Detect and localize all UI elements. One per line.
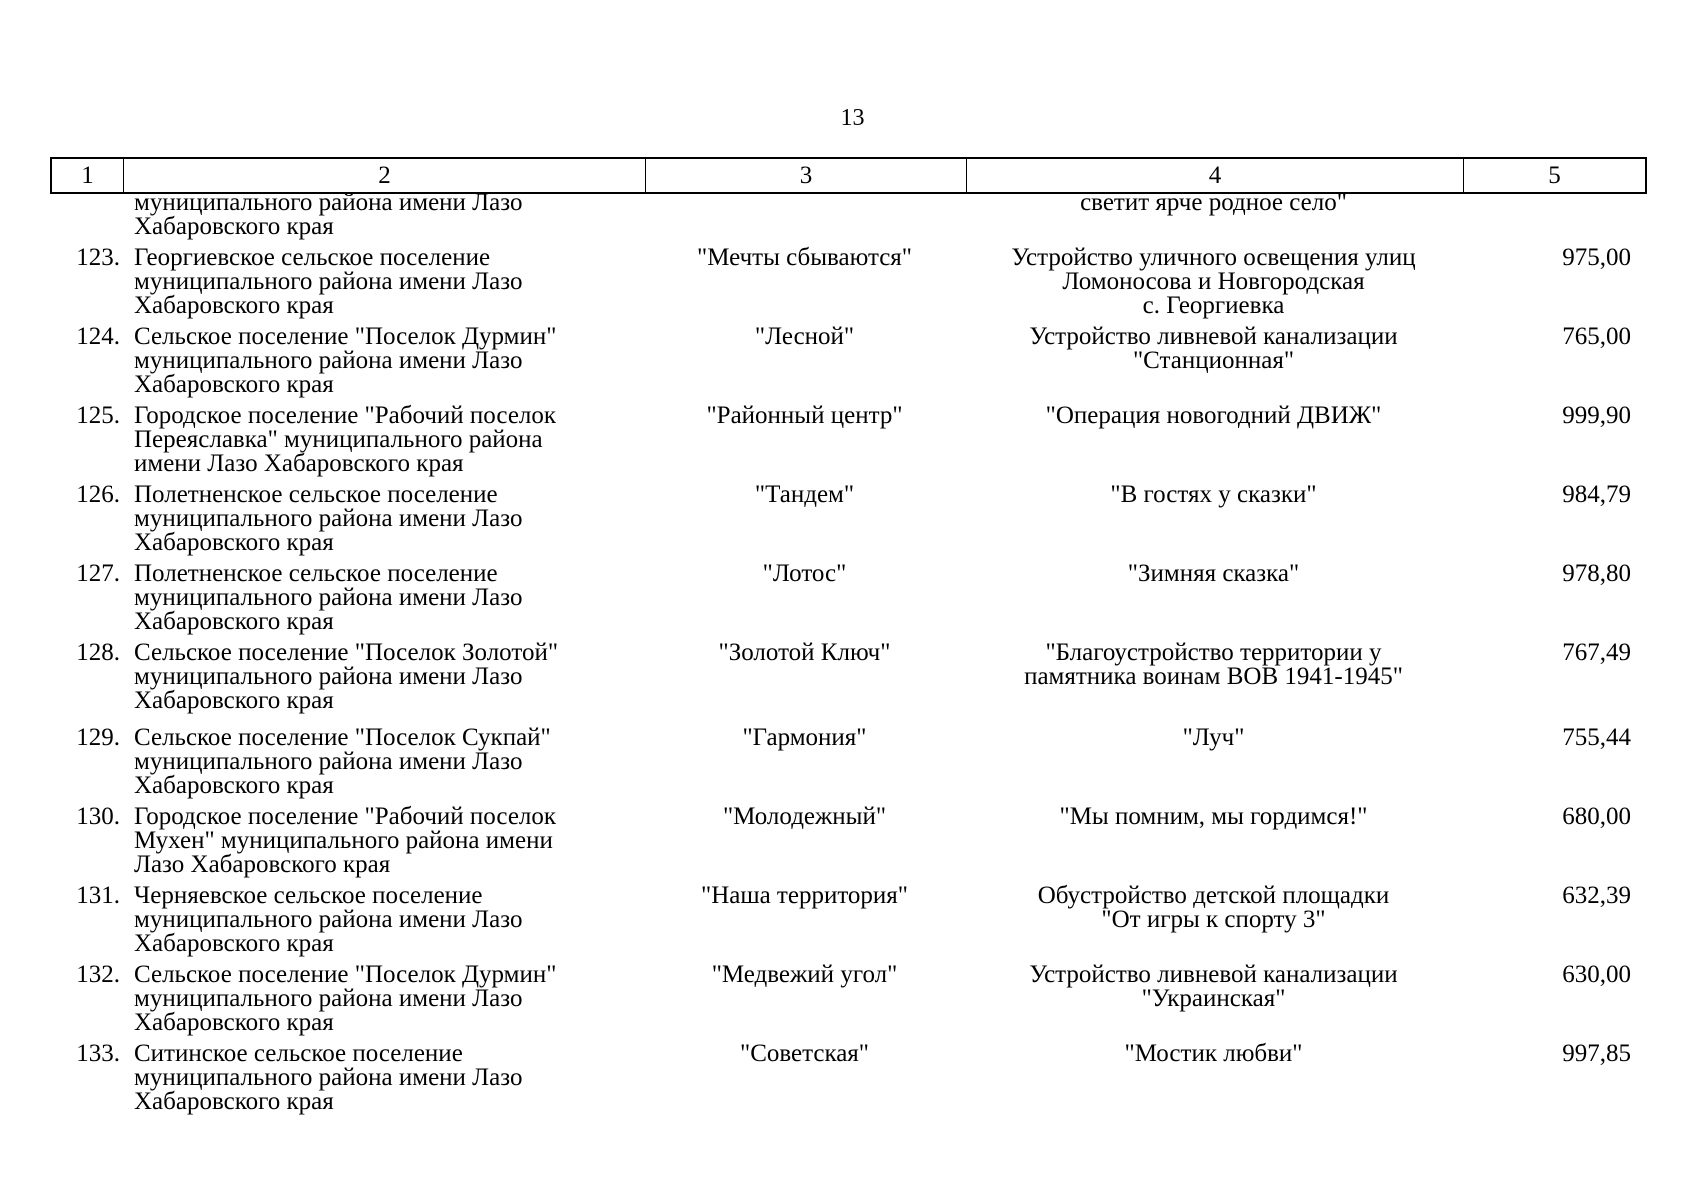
- project-name: "Благоустройство территории у памятника воинам ВОВ 1941-1945": [1024, 639, 1403, 690]
- amount: 767,49: [1562, 639, 1631, 666]
- project-name: "Мостик любви": [1124, 1040, 1303, 1067]
- table-body: [50, 191, 1647, 1122]
- project-name: "Мы помним, мы гордимся!": [1059, 803, 1368, 830]
- row-number: 124.: [76, 323, 120, 350]
- settlement-name: Сельское поселение "Поселок Золотой" муниципального района имени Лазо Хабаровского края: [134, 639, 559, 714]
- page-number: 13: [840, 105, 865, 131]
- row-number: 130.: [76, 803, 120, 830]
- table-row: [50, 562, 1647, 641]
- amount: [1462, 191, 1643, 246]
- amount: 997,85: [1562, 1040, 1631, 1067]
- column-header-5: 5: [1548, 162, 1561, 189]
- team-name: "Районный центр": [706, 402, 903, 429]
- row-number: 133.: [76, 1040, 120, 1067]
- amount: 975,00: [1562, 244, 1631, 271]
- team-name: "Гармония": [742, 724, 867, 751]
- row-number: 127.: [76, 560, 120, 587]
- table-row-continuation: [50, 191, 1647, 246]
- settlement-name: Сельское поселение "Поселок Дурмин" муниципального района имени Лазо Хабаровского края: [134, 323, 557, 398]
- table-row: [50, 641, 1647, 726]
- amount: 755,44: [1562, 724, 1631, 751]
- amount: 978,80: [1562, 560, 1631, 587]
- amount: 630,00: [1562, 961, 1631, 988]
- project-name: Устройство уличного освещения улиц Ломоносова и Новгородская с. Георгиевка: [1011, 244, 1416, 319]
- team-name: "Советская": [739, 1040, 870, 1067]
- row-number: 125.: [76, 402, 120, 429]
- settlement-name: Сельское поселение "Поселок Дурмин" муниципального района имени Лазо Хабаровского края: [134, 961, 557, 1036]
- row-number: 128.: [76, 639, 120, 666]
- table-row: [50, 726, 1647, 805]
- project-name: "Зимняя сказка": [1127, 560, 1300, 587]
- table-row: [50, 483, 1647, 562]
- project-name: светит ярче родное село": [1080, 189, 1347, 216]
- amount: 632,39: [1562, 882, 1631, 909]
- amount: 999,90: [1562, 402, 1631, 429]
- column-header-3: 3: [646, 159, 967, 192]
- project-name: Обустройство детской площадки "От игры к спорту 3": [1037, 882, 1390, 933]
- table-row: [50, 404, 1647, 483]
- settlement-name: Георгиевское сельское поселение муниципального района имени Лазо Хабаровского края: [134, 244, 523, 319]
- table-row: [50, 884, 1647, 963]
- project-name: Устройство ливневой канализации "Украинская": [1029, 961, 1398, 1012]
- team-name: "Наша территория": [700, 882, 909, 909]
- settlement-name: Сельское поселение "Поселок Сукпай" муниципального района имени Лазо Хабаровского края: [134, 724, 551, 799]
- amount: 680,00: [1562, 803, 1631, 830]
- team-name: "Мечты сбываются": [697, 244, 912, 271]
- project-name: Устройство ливневой канализации "Станционная": [1029, 323, 1398, 374]
- settlement-name: Полетненское сельское поселение муниципального района имени Лазо Хабаровского края: [134, 560, 523, 635]
- settlement-name: Черняевское сельское поселение муниципального района имени Лазо Хабаровского края: [134, 882, 523, 957]
- column-header-4: 4: [967, 159, 1464, 192]
- row-number: 132.: [76, 961, 120, 988]
- settlement-name: Городское поселение "Рабочий поселок Мухен" муниципального района имени Лазо Хабаровского края: [134, 803, 557, 878]
- team-name: "Молодежный": [722, 803, 887, 830]
- settlement-name: муниципального района имени Лазо Хабаровского края: [134, 189, 523, 240]
- table-row: [50, 246, 1647, 325]
- settlement-name: Полетненское сельское поселение муниципального района имени Лазо Хабаровского края: [134, 481, 523, 556]
- team-name: [644, 191, 965, 246]
- settlement-name: Городское поселение "Рабочий поселок Переяславка" муниципального района имени Лазо Хабаровского края: [134, 402, 557, 477]
- team-name: "Медвежий угол": [711, 961, 898, 988]
- team-name: "Золотой Ключ": [718, 639, 891, 666]
- row-number: 123.: [76, 244, 120, 271]
- project-name: "В гостях у сказки": [1110, 481, 1317, 508]
- table-row: [50, 805, 1647, 884]
- table-row: [50, 963, 1647, 1042]
- row-number: 126.: [76, 481, 120, 508]
- team-name: "Лесной": [754, 323, 855, 350]
- project-name: "Операция новогодний ДВИЖ": [1045, 402, 1382, 429]
- amount: 984,79: [1562, 481, 1631, 508]
- amount: 765,00: [1562, 323, 1631, 350]
- table-row: [50, 325, 1647, 404]
- column-header-2: 2: [124, 159, 646, 192]
- team-name: "Тандем": [754, 481, 855, 508]
- team-name: "Лотос": [762, 560, 847, 587]
- table-row: [50, 1042, 1647, 1122]
- project-name: "Луч": [1182, 724, 1245, 751]
- row-number: 129.: [76, 724, 120, 751]
- row-number: [50, 191, 134, 246]
- row-number: 131.: [76, 882, 120, 909]
- column-header-1: 1: [52, 159, 124, 192]
- settlement-name: Ситинское сельское поселение муниципального района имени Лазо Хабаровского края: [134, 1040, 523, 1115]
